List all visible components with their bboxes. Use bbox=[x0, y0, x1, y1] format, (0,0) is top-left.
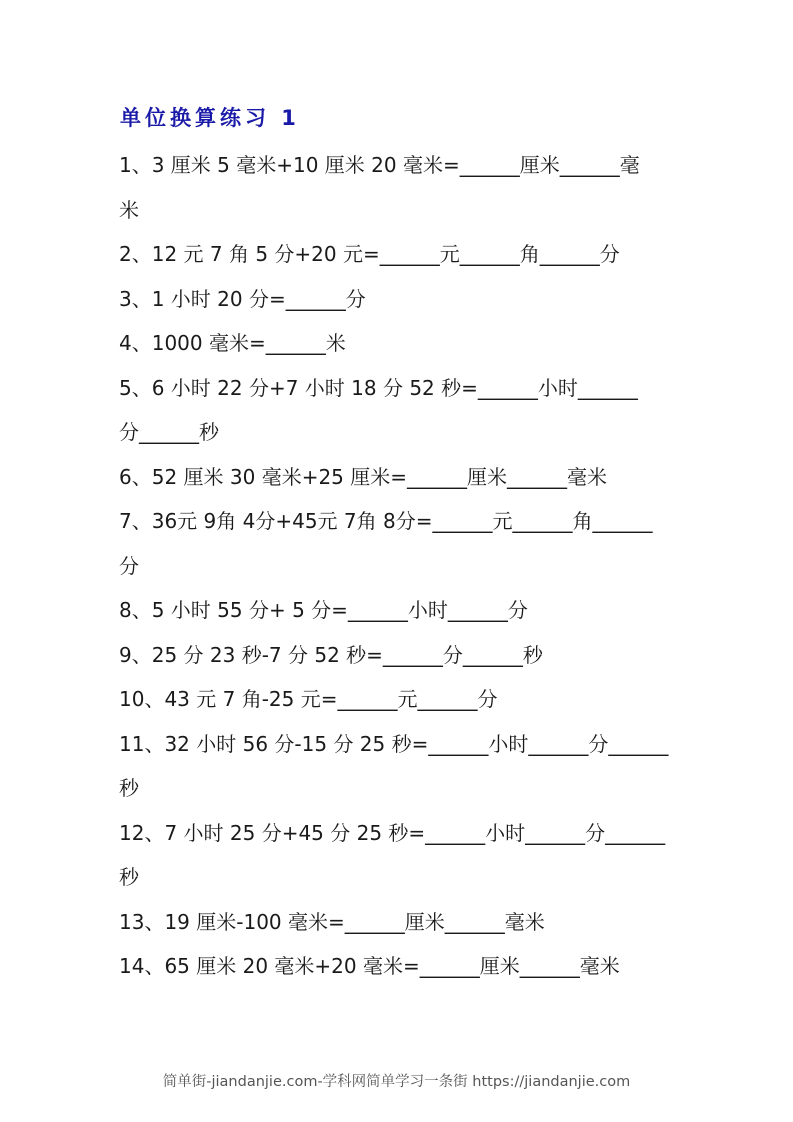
exercise-line: 6、52 厘米 30 毫米+25 厘米=______厘米______毫米 bbox=[119, 464, 608, 489]
exercise-line: 4、1000 毫米=______米 bbox=[119, 331, 346, 355]
exercise-line: 7、36元 9角 4分+45元 7角 8分=______元______角______ bbox=[119, 509, 653, 533]
exercise-line: 分______秒 bbox=[119, 420, 219, 444]
exercise-line: 2、12 元 7 角 5 分+20 元=______元______角______分 bbox=[119, 242, 620, 266]
exercise-line: 9、25 分 23 秒-7 分 52 秒=______分______秒 bbox=[119, 642, 543, 667]
exercise-line: 12、7 小时 25 分+45 分 25 秒=______小时______分______ bbox=[119, 820, 666, 845]
exercise-line: 1、3 厘米 5 毫米+10 厘米 20 毫米=______厘米______毫 bbox=[119, 153, 640, 177]
exercise-line: 3、1 小时 20 分=______分 bbox=[119, 286, 366, 311]
exercise-line: 10、43 元 7 角-25 元=______元______分 bbox=[119, 687, 498, 711]
worksheet-title: 单位换算练习 1 bbox=[120, 106, 300, 130]
exercise-line: 秒 bbox=[119, 776, 139, 800]
exercise-list bbox=[119, 143, 679, 989]
exercise-line: 13、19 厘米-100 毫米=______厘米______毫米 bbox=[119, 909, 545, 934]
exercise-line: 分 bbox=[119, 553, 139, 578]
exercise-line: 米 bbox=[119, 197, 139, 222]
exercise-line: 11、32 小时 56 分-15 分 25 秒=______小时______分______ bbox=[119, 731, 669, 756]
exercise-line: 秒 bbox=[119, 865, 139, 889]
exercise-line: 8、5 小时 55 分+ 5 分=______小时______分 bbox=[119, 598, 528, 622]
exercise-line: 5、6 小时 22 分+7 小时 18 分 52 秒=______小时______ bbox=[119, 375, 638, 400]
page-footer: 简单街-jiandanjie.com-学科网简单学习一条街 https://jiandanjie.com bbox=[162, 1074, 631, 1090]
exercise-line: 14、65 厘米 20 毫米+20 毫米=______厘米______毫米 bbox=[119, 954, 620, 978]
